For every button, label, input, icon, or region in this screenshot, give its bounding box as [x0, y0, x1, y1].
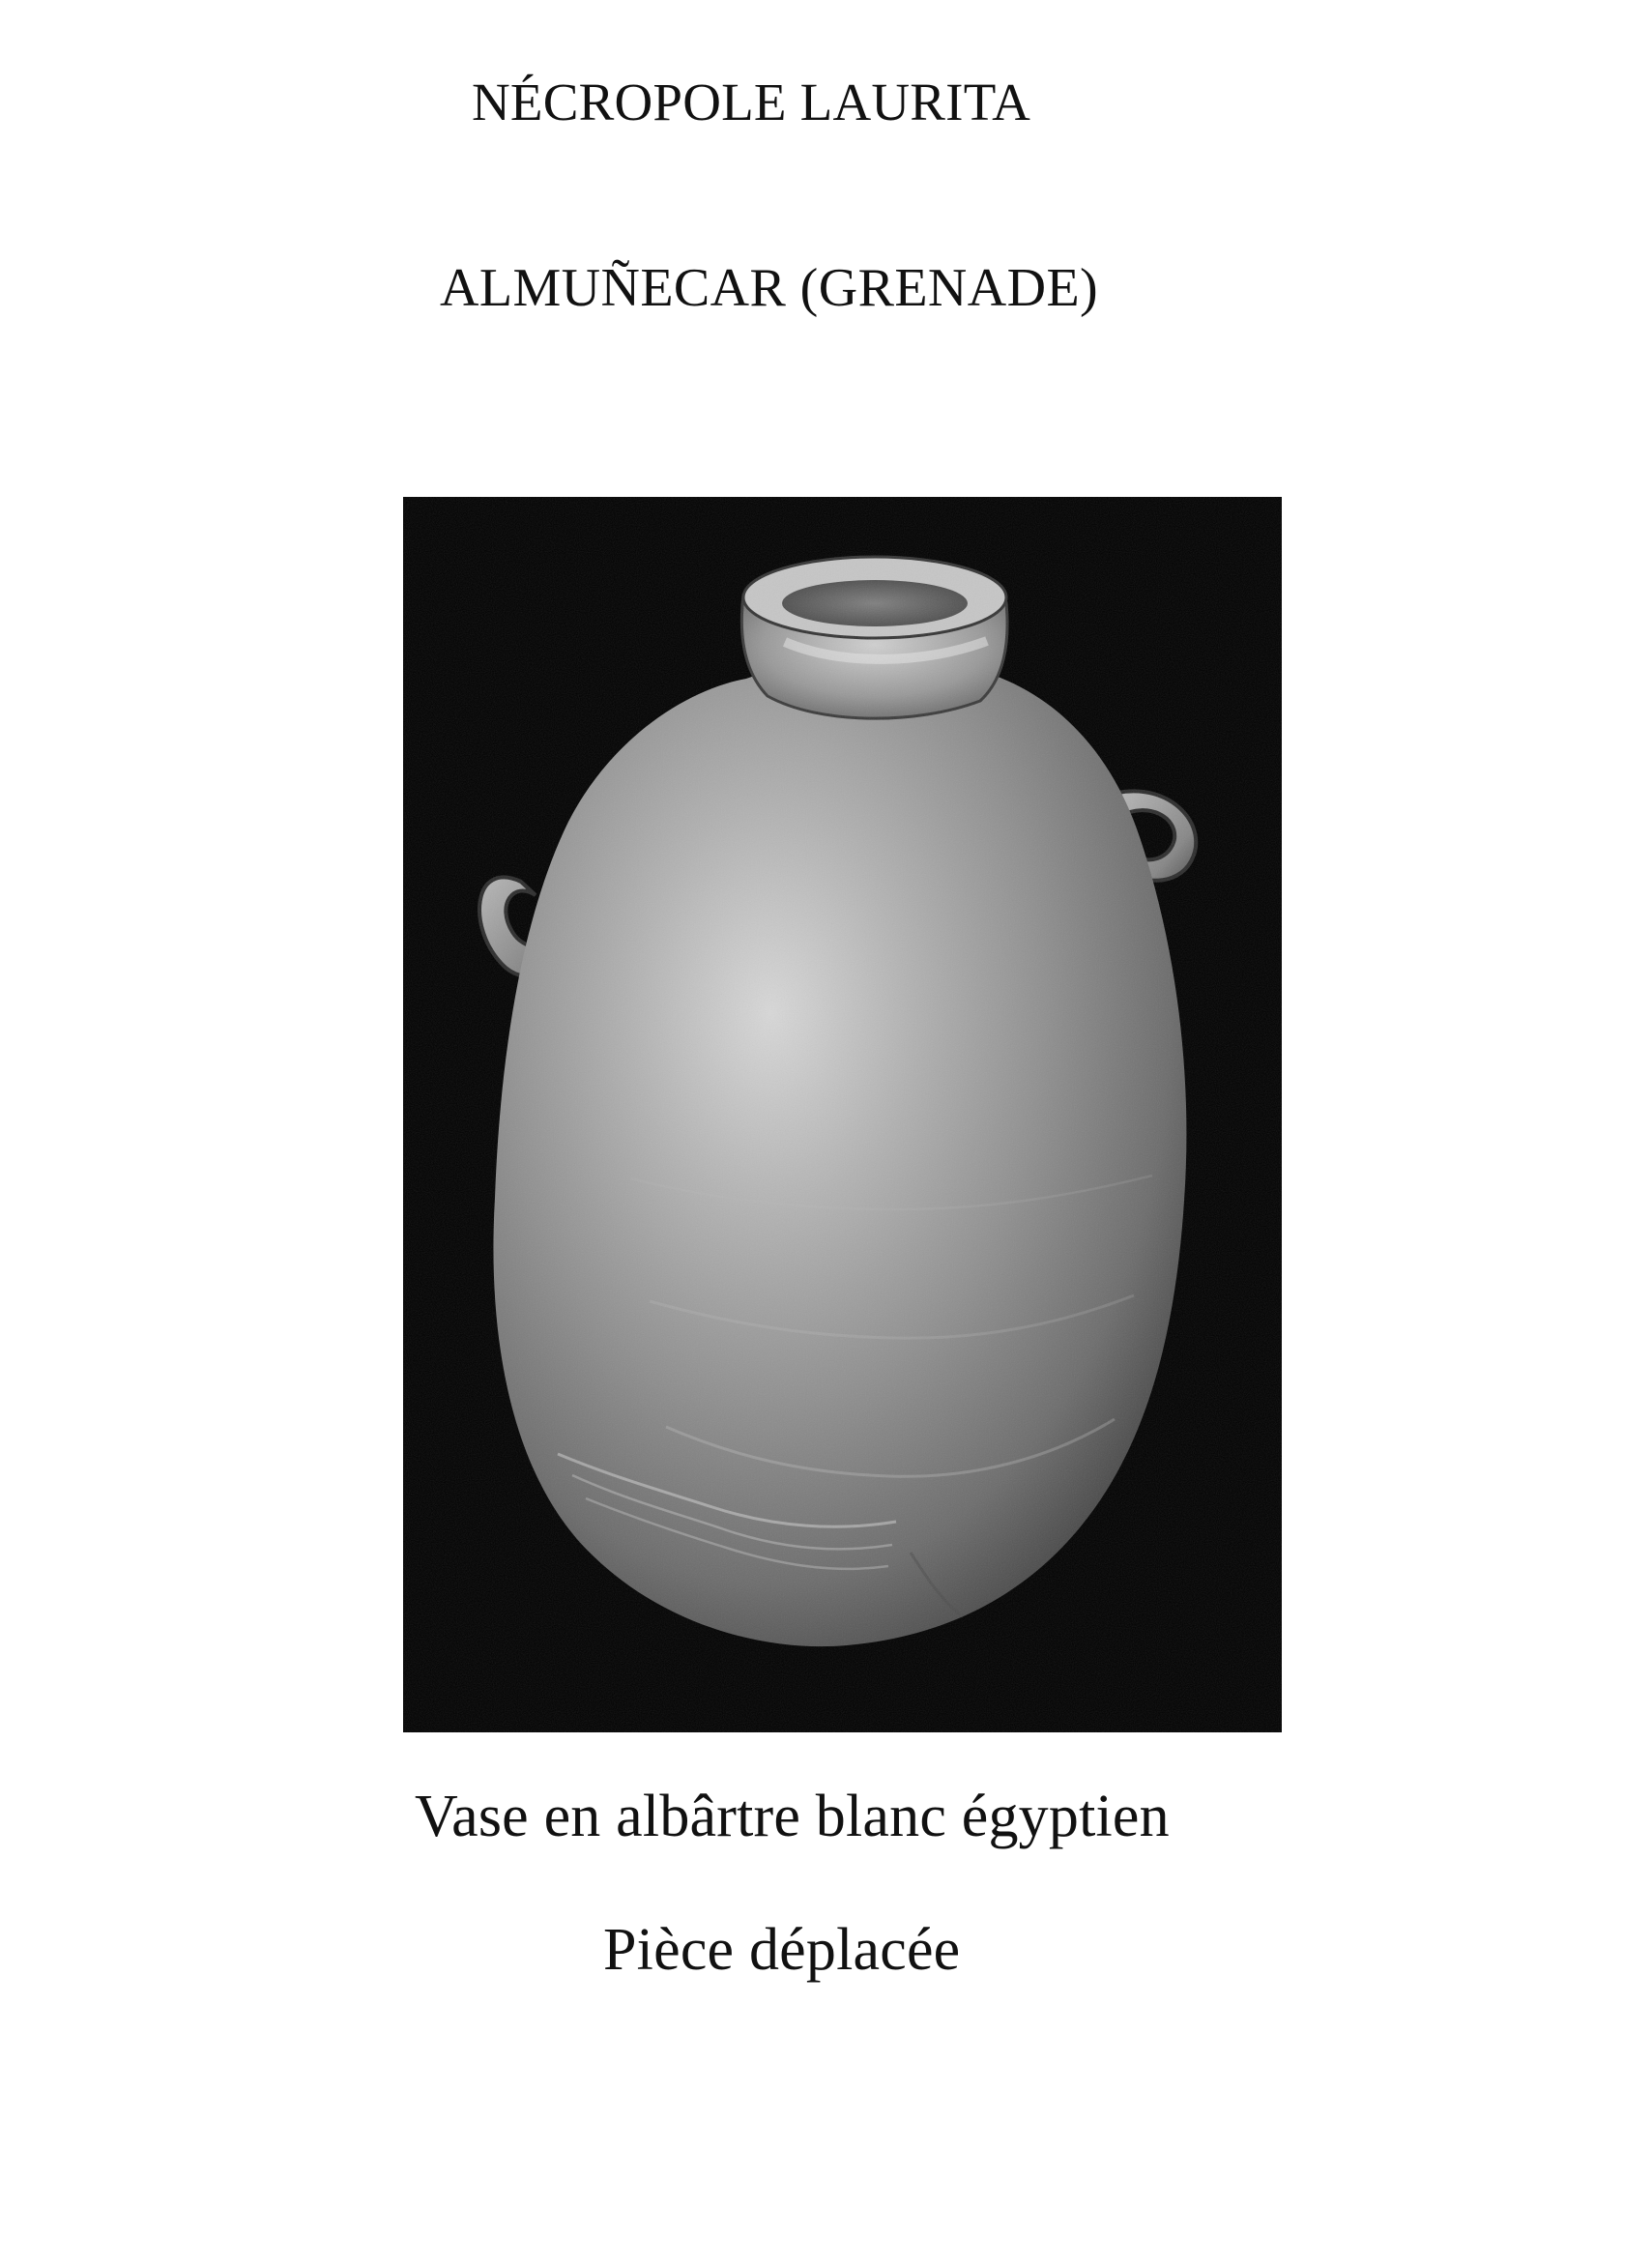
caption-note: Pièce déplacée [603, 1917, 961, 1983]
caption-description: Vase en albârtre blanc égyptien [415, 1784, 1170, 1849]
location-subtitle: ALMUÑECAR (GRENADE) [440, 258, 1099, 318]
vase-photograph [403, 497, 1282, 1732]
page-title: NÉCROPOLE LAURITA [472, 73, 1030, 131]
